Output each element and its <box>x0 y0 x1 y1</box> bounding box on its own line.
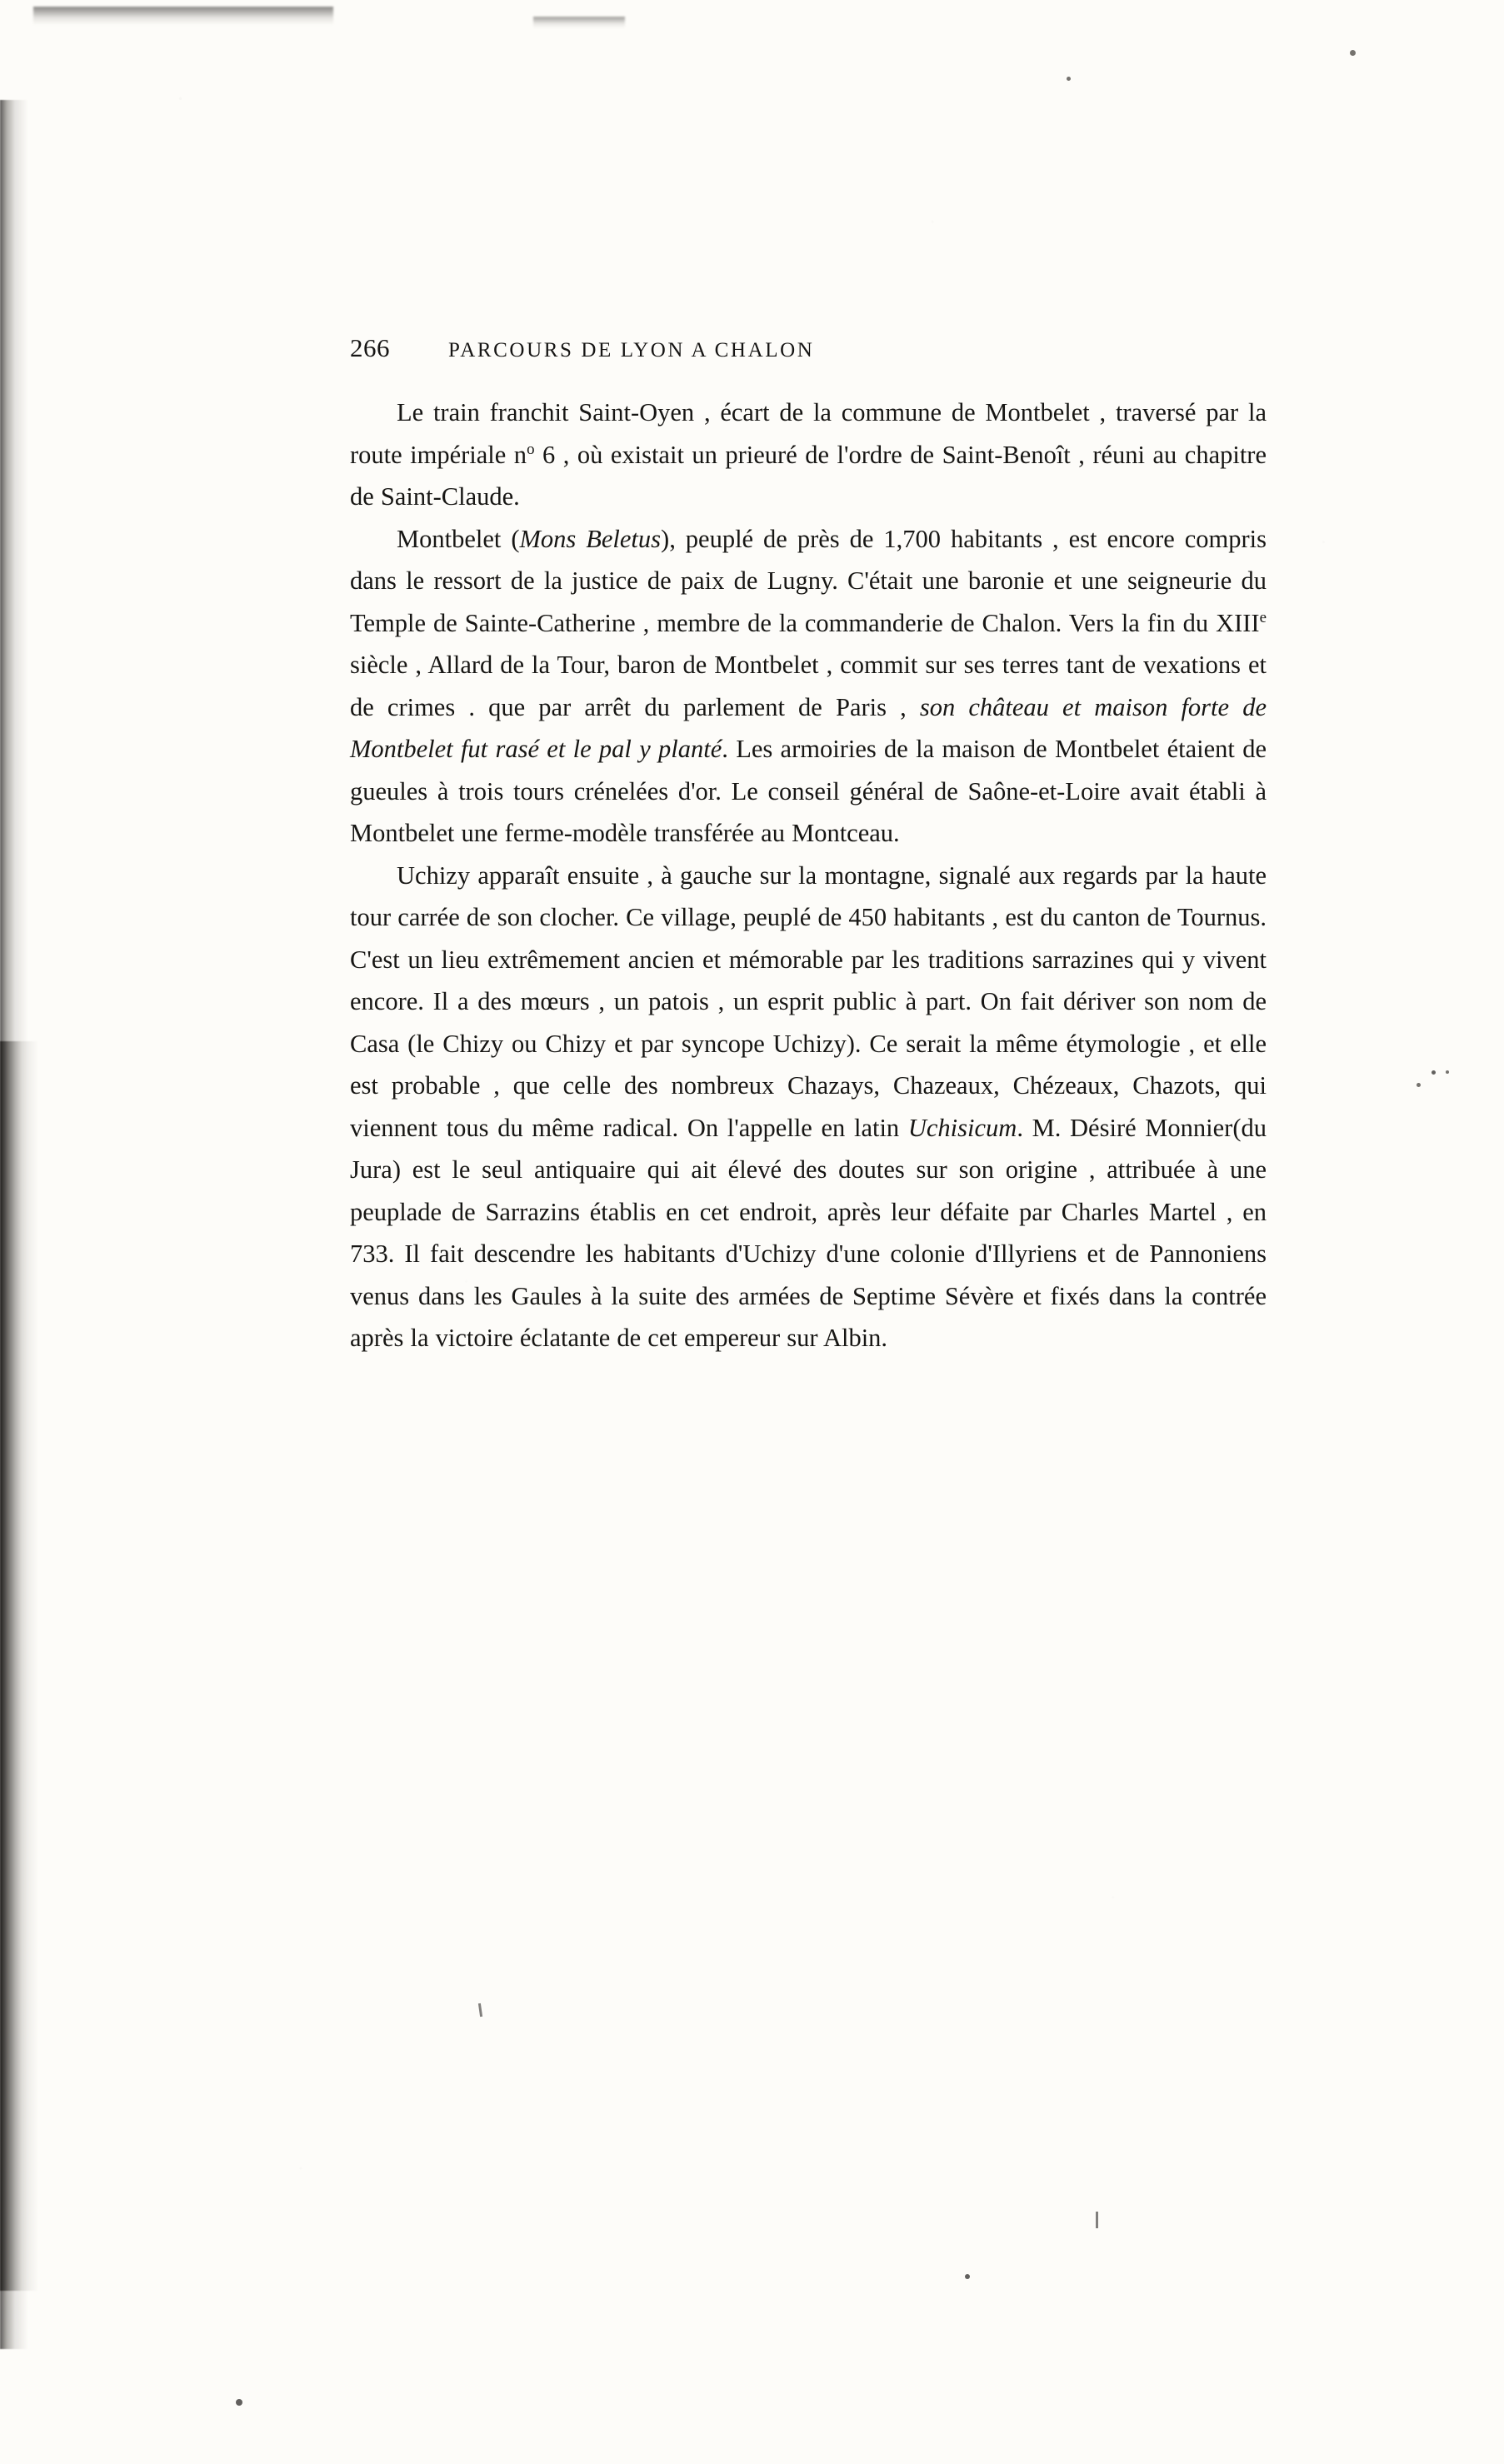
paragraph-2-text-a: Montbelet ( <box>397 524 520 553</box>
paragraph-2-italic-quote: son château et maison forte de Montbelet fut rasé et le pal y planté <box>350 692 1267 763</box>
paragraph-2-italic-mons-beletus: Mons Beletus <box>519 524 662 553</box>
paragraph-1-text-b: 6 , où existait un prieuré de l'ordre de Saint-Benoît , réuni au chapitre de Saint-Claude. <box>350 440 1267 511</box>
scan-speck-bottom <box>965 2274 970 2279</box>
paragraph-1 <box>350 392 1267 518</box>
page-number: 266 <box>350 333 390 362</box>
paragraph-1-superscript: o <box>527 440 535 458</box>
paragraph-2-text-d: . Les armoiries de la maison de Montbelet étaient de gueules à trois tours crénelées d'or. Le conseil général de Saône-et-Loire avait établi à Montbelet une ferme-modèle transférée au Montceau. <box>350 735 1267 847</box>
paragraph-3 <box>350 855 1267 1359</box>
paragraph-2-text-c: siècle , Allard de la Tour, baron de Montbelet , commit sur ses terres tant de vexations et de crimes . que par arrêt du parlement de Paris , <box>350 651 1267 721</box>
scan-tick-mark <box>478 2003 482 2017</box>
paragraph-2-text-b: ), peuplé de près de 1,700 habitants , est encore compris dans le ressort de la justice de paix de Lugny. C'était une baronie et une seigneurie du Temple de Sainte-Catherine , membre de la commanderie de Chalon. Vers la fin du XIII <box>350 524 1267 637</box>
scan-speck-bottom-left <box>236 2399 242 2406</box>
paragraph-1-text-a: Le train franchit Saint-Oyen , écart de la commune de Montbelet , traversé par la route impériale n <box>350 398 1267 469</box>
paragraph-3-text-a: Uchizy apparaît ensuite , à gauche sur la montagne, signalé aux regards par la haute tour carrée de son clocher. Ce village, peuplé de 450 habitants , est du canton de Tournus. C'est un lieu extrêmement ancien et mémorable par les traditions sarrazines qui y vivent encore. Il a des mœurs , un patois , un esprit public à part. On fait dériver son nom de Casa (le Chizy ou Chizy et par syncope Uchizy). Ce serait la même étymologie , et elle est probable , que celle des nombreux Chazays, Chazeaux, Chézeaux, Chazots, qui viennent tous du même radical. On l'appelle en latin <box>350 860 1267 1142</box>
paragraph-2-superscript: e <box>1259 608 1267 626</box>
scan-tick-mark-bottom <box>1096 2212 1098 2228</box>
scan-speck-right <box>1432 1070 1436 1075</box>
text-column <box>350 333 1267 1359</box>
paragraph-3-text-b: . M. Désiré Monnier(du Jura) est le seul antiquaire qui ait élevé des doutes sur son origine , attribuée à une peuplade de Sarrazins établis en cet endroit, après leur défaite par Charles Martel , en 733. Il fait descendre les habitants d'Uchizy d'une colonie d'Illyriens et de Pannoniens venus dans les Gaules à la suite des armées de Septime Sévère et fixés dans la contrée après la victoire éclatante de cet empereur sur Albin. <box>350 1113 1267 1352</box>
paragraph-3-italic-uchisicum: Uchisicum <box>907 1113 1017 1142</box>
page-header <box>350 333 1267 363</box>
paragraph-2 <box>350 518 1267 855</box>
running-head: PARCOURS DE LYON A CHALON <box>448 339 815 362</box>
